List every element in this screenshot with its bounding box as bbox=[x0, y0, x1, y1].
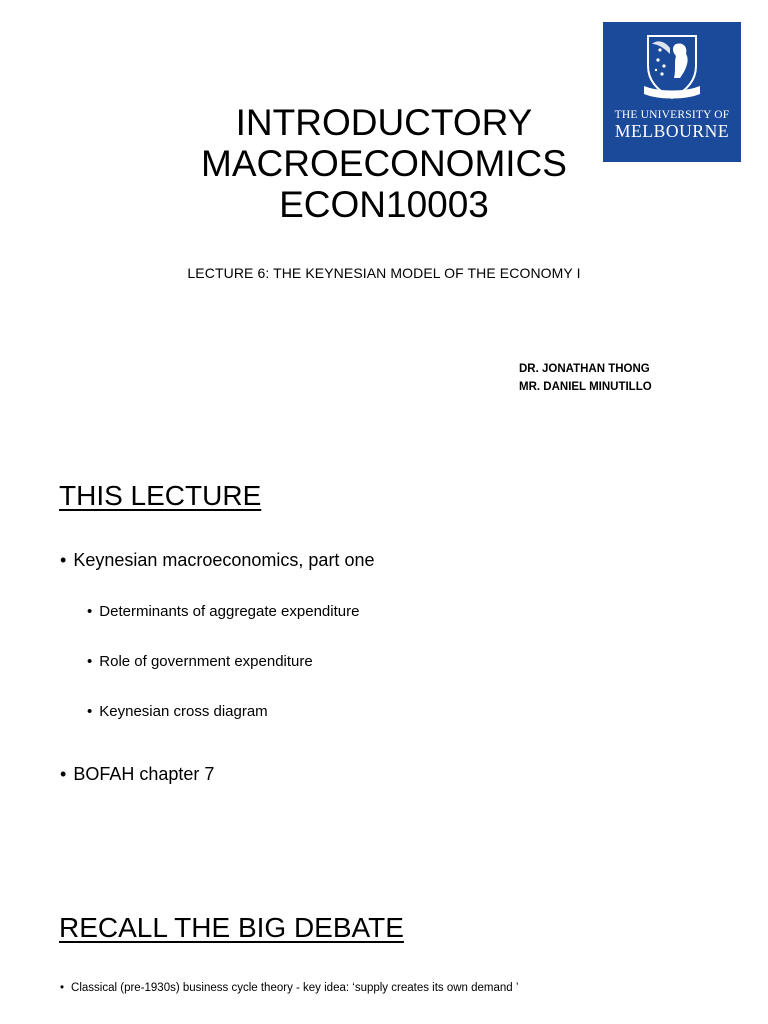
crest-icon bbox=[634, 30, 710, 106]
lecture-title bbox=[150, 102, 618, 225]
outline-slide bbox=[0, 430, 768, 862]
logo-line-1: THE UNIVERSITY OF bbox=[614, 109, 730, 121]
logo-line-2: MELBOURNE bbox=[614, 121, 730, 141]
bullet-item: • BOFAH chapter 7 bbox=[60, 764, 214, 785]
title-slide bbox=[0, 0, 768, 430]
slide-heading: RECALL THE BIG DEBATE bbox=[59, 912, 404, 943]
authors bbox=[519, 360, 652, 396]
title-line-1: INTRODUCTORY bbox=[235, 102, 533, 143]
university-logo bbox=[603, 22, 741, 162]
bullet-item: • Keynesian macroeconomics, part one bbox=[60, 550, 374, 571]
sub-bullet-item: • Keynesian cross diagram bbox=[87, 703, 268, 720]
lecture-subtitle: LECTURE 6: THE KEYNESIAN MODEL OF THE ECONOMY I bbox=[187, 265, 581, 281]
author-1: DR. JONATHAN THONG bbox=[519, 363, 650, 375]
sub-bullet-item: • Role of government expenditure bbox=[87, 653, 313, 670]
title-line-2: MACROECONOMICS bbox=[201, 143, 567, 184]
sub-bullet-item: • Determinants of aggregate expenditure bbox=[87, 603, 359, 620]
bullet-item: • Classical (pre-1930s) business cycle theory - key idea: ‘supply creates its own demand ’ bbox=[60, 982, 518, 994]
debate-slide bbox=[0, 862, 768, 1024]
slide-heading: THIS LECTURE bbox=[59, 480, 262, 511]
author-2: MR. DANIEL MINUTILLO bbox=[519, 381, 652, 393]
title-line-3: ECON10003 bbox=[279, 184, 489, 225]
